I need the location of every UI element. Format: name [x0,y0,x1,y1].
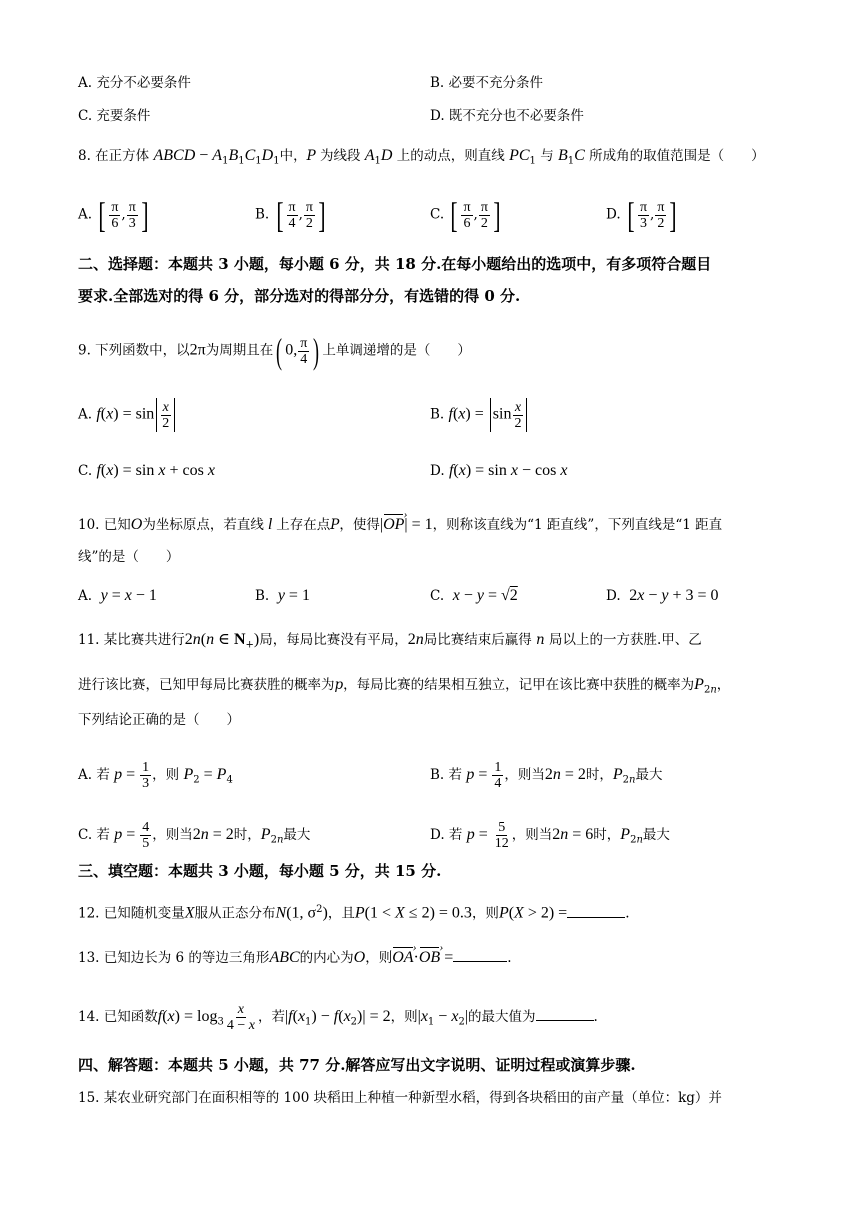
q8-stem: 8. 在正方体 ABCD − $A_1B_1C_1D_1$中，P 为线段 $A_1D$ 上的动点，则直线 $PC_1$ 与 $B_1C$ 所成角的取值范围是（ ） [78,147,765,167]
q8-option-d: D. [ $\frac{\pi}{3}$ , $\frac{\pi}{2}$ ] [606,195,677,235]
section2-heading-line2: 要求.全部选对的得 6 分，部分选对的得部分分，有选错的得 0 分. [78,287,521,305]
q8-option-c: C. [ $\frac{\pi}{6}$ , $\frac{\pi}{2}$ ] [430,195,501,235]
section2-heading-line1: 二、选择题：本题共 3 小题，每小题 6 分，共 18 分.在每小题给出的选项中，有多项符合题目 [78,255,712,273]
q11-option-a: A. 若 p = $\frac{1}{3}$ ，则 $P_2 = P_4$ [78,760,233,791]
q12-stem: 12. 已知随机变量X服从正态分布N(1, $\sigma^2$)，且P(1 < X ≤ 2) = 0.3，则P(X > 2) = . [78,904,630,922]
section4-heading: 四、解答题：本题共 5 小题，共 77 分.解答应写出文字说明、证明过程或演算步骤. [78,1056,636,1074]
section3-heading: 三、填空题：本题共 3 小题，每小题 5 分，共 15 分. [78,862,442,880]
q7-option-d: D. 既不充分也不必要条件 [430,108,584,124]
q9-option-c: C. f(x) = sin x + cos x [78,462,215,479]
q11-stem-line2: 进行该比赛，已知甲每局比赛获胜的概率为p，每局比赛的结果相互独立，记甲在该比赛中获胜的概率为$P_{2n}$， [78,676,731,696]
q9-stem: 9. 下列函数中，以2π为周期且在( 0, $\frac{\pi}{4}$ ) 上单调递增的是（ ） [78,331,471,371]
q14-stem: 14. 已知函数$f(x) = \log_3$ $\frac{x}{4 - x}$ ，若$|f(x_1) - f(x_2)| = 2$，则$|x_1 - x_2|$的最大值为 . [78,1002,598,1033]
q8-option-b: B. [ $\frac{\pi}{4}$ , $\frac{\pi}{2}$ ] [255,195,326,235]
q10-option-d: D. 2x − y + 3 = 0 [606,587,719,604]
q7-option-c: C. 充要条件 [78,108,151,124]
q11-stem-line3: 下列结论正确的是（ ） [78,712,240,728]
q10-option-a: A. y = x − 1 [78,587,157,604]
q9-option-d: D. f(x) = sin x − cos x [430,462,568,479]
q15-stem: 15. 某农业研究部门在面积相等的 100 块稻田上种植一种新型水稻，得到各块稻田的亩产量（单位：kg）并 [78,1090,722,1106]
q9-option-a: A. f(x) = sin $\frac{x}{2}$ [78,398,177,432]
q11-stem-line1: 11. 某比赛共进行2n(n ∈ $N_+$)局，每局比赛没有平局，2n局比赛结束后赢得 n 局以上的一方获胜.甲、乙 [78,631,702,651]
q10-stem-line2: 线”的是（ ） [78,549,180,565]
q8-option-a: A. [ $\frac{\pi}{6}$ , $\frac{\pi}{3}$ ] [78,195,149,235]
q13-stem: 13. 已知边长为 6 的等边三角形ABC的内心为O，则OA ›·OB › = . [78,948,512,968]
q11-option-b: B. 若 p = $\frac{1}{4}$ ，则当2n = 2时，$P_{2n}$最大 [430,760,663,791]
q11-option-d: D. 若 p = $\frac{5}{12}$ ，则当2n = 6时，$P_{2n}$最大 [430,820,670,851]
q9-option-b: B. f(x) = sin $\frac{x}{2}$ [430,398,529,432]
q7-option-a: A. 充分不必要条件 [78,75,191,91]
q10-stem-line1: 10. 已知O为坐标原点，若直线 l 上存在点P，使得|OP ›| = 1，则称该直线为“1 距直线”，下列直线是“1 距直 [78,515,722,535]
q10-option-c: C. x − y = √2 [430,587,518,604]
q11-option-c: C. 若 p = $\frac{4}{5}$ ，则当2n = 2时，$P_{2n}$最大 [78,820,311,851]
q10-option-b: B. y = 1 [255,587,310,604]
q7-option-b: B. 必要不充分条件 [430,75,544,91]
